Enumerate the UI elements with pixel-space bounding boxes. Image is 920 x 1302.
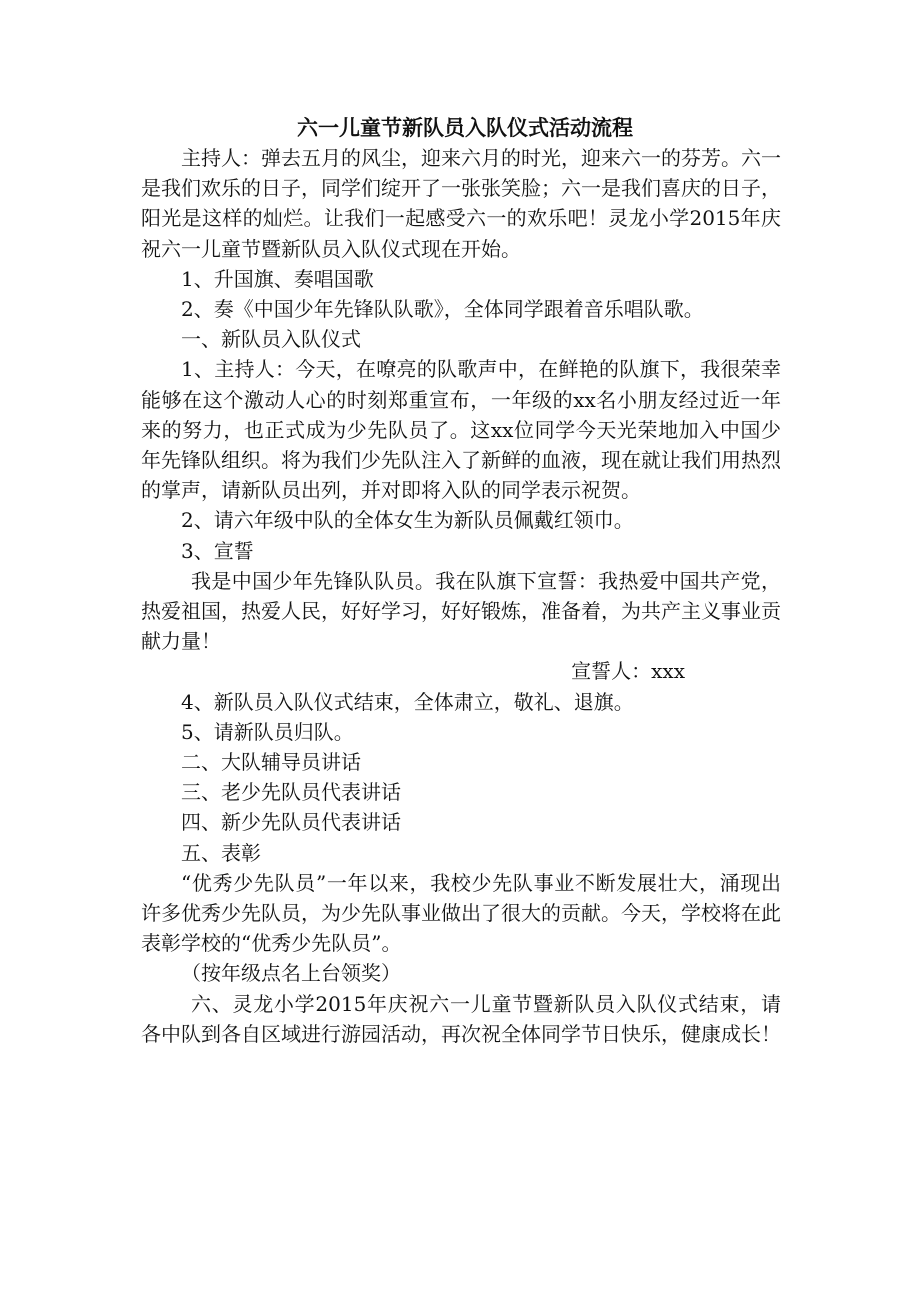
- step-1: 1、升国旗、奏唱国歌: [181, 266, 374, 291]
- section-1-heading: 一、新队员入队仪式: [181, 327, 361, 352]
- document-title: 六一儿童节新队员入队仪式活动流程: [297, 115, 633, 140]
- section-1-item-2: 2、请六年级中队的全体女生为新队员佩戴红领巾。: [181, 508, 634, 533]
- section-1-item-3: 3、宣誓: [181, 538, 254, 563]
- section-3-heading: 三、老少先队员代表讲话: [181, 780, 401, 805]
- section-5-heading: 五、表彰: [181, 840, 261, 865]
- step-2: 2、奏《中国少年先锋队队歌》，全体同学跟着音乐唱队歌。: [181, 297, 704, 322]
- section-4-heading: 四、新少先队员代表讲话: [181, 810, 401, 835]
- oath-paragraph: 我是中国少年先锋队队员。我在队旗下宣誓：我热爱中国共产党，热爱祖国，热爱人民，好好学习，好好锻炼，准备着，为共产主义事业贡献力量！: [141, 568, 781, 654]
- section-6-paragraph: 六、灵龙小学2015年庆祝六一儿童节暨新队员入队仪式结束，请各中队到各自区域进行游园活动，再次祝全体同学节日快乐，健康成长！: [141, 991, 781, 1046]
- section-2-heading: 二、大队辅导员讲话: [181, 750, 361, 775]
- document-body: [141, 113, 781, 1049]
- commendation-paragraph: “优秀少先队员”一年以来，我校少先队事业不断发展壮大，涌现出许多优秀少先队员，为少先队事业做出了很大的贡献。今天，学校将在此表彰学校的“优秀少先队员”。: [141, 870, 781, 956]
- section-1-item-1: 1、主持人：今天，在嘹亮的队歌声中，在鲜艳的队旗下，我很荣幸能够在这个激动人心的时刻郑重宣布，一年级的xx名小朋友经过近一年来的努力，也正式成为少先队员了。这xx位同学今天光荣地加入中国少年先锋队组织。将为我们少先队注入了新鲜的血液，现在就让我们用热烈的掌声，请新队员出列，并对即将入队的同学表示祝贺。: [141, 357, 781, 503]
- section-1-item-4: 4、新队员入队仪式结束，全体肃立，敬礼、退旗。: [181, 689, 634, 714]
- oath-signer: 宣誓人：xxx: [571, 659, 685, 684]
- commendation-note: （按年级点名上台领奖）: [181, 961, 401, 986]
- intro-paragraph: 主持人：弹去五月的风尘，迎来六月的时光，迎来六一的芬芳。六一是我们欢乐的日子，同学们绽开了一张张笑脸；六一是我们喜庆的日子，阳光是这样的灿烂。让我们一起感受六一的欢乐吧！灵龙小学2015年庆祝六一儿童节暨新队员入队仪式现在开始。: [141, 146, 781, 261]
- section-1-item-5: 5、请新队员归队。: [181, 719, 354, 744]
